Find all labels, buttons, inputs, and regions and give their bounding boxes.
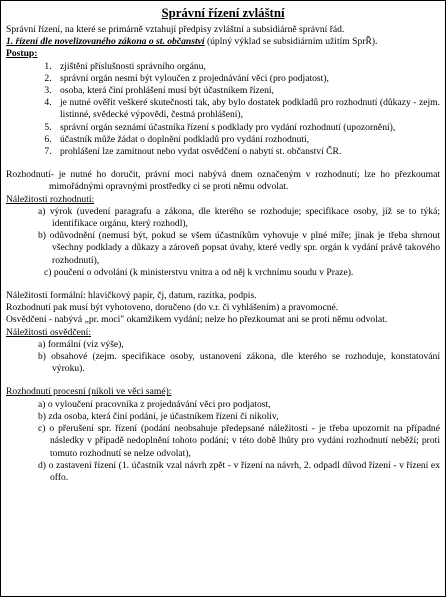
procesni-item-c: c) o přerušení spr. řízení (podání neobsahuje předepsané náležitosti - je třeba upozornit na případné následky v případě nedoplnění tohoto podání; v této době lhůty pro vydání rozhodnutí neběží; proti tomuto rozhodnutí se nelze odvolat), [38,423,440,459]
law-reference-note: (úplný výklad se subsidiárním užitím SprŘ). [204,36,378,48]
postup-item: 4. je nutné ověřit veškeré skutečnosti tak, aby bylo dostatek podkladů pro rozhodnutí (důkazy - zejm. listinné, svědecké výpovědi, čestná prohlášení), [54,97,440,121]
postup-list [6,61,440,159]
rozhodnuti-item-b: b) odůvodnění (nemusí být, pokud se všem účastníkům vyhovuje v plné míře; jinak je třeba shrnout všechny podklady a důkazy a zároveň popsat úvahy, které vedly spr. orgán k vydání právě takového rozhodnutí), [38,230,440,266]
law-reference-paragraph [6,36,440,48]
osvedceni-item-b: b) obsahové (zejm. specifikace osoby, ustanovení zákona, dle kterého se rozhoduje, konstatování výroku). [38,351,440,375]
postup-item: 7. prohlášení lze zamítnout nebo vydat osvědčení o nabytí st. občanství ČR. [54,146,440,158]
postup-item: 1. zjištění příslušnosti správního orgánu, [54,61,440,73]
rozhodnuti-paragraph: Rozhodnutí- je nutné ho doručit, právní moci nabývá dnem označeným v rozhodnutí; lze ho přezkoumat mimořádnými opravnými prostředky ci se proti němu odvolat. [6,169,440,193]
procesni-item-b: b) zda osoba, která činí podání, je účastníkem řízení či nikoliv, [38,410,279,422]
postup-item: 3. osoba, která činí prohlášení musí být účastníkem řízení, [54,85,440,97]
rozhodnuti-item-a: a) výrok (uvedení paragrafu a zákona, dle kterého se rozhoduje; specifikace osoby, jíž se to týká; identifikace orgánu, který rozhodl), [38,205,440,230]
intro-paragraph: Správní řízení, na které se primárně vztahují předpisy zvláštní a subsidiárně správní řád. [6,24,345,35]
spacer [6,375,440,386]
nalezitosti-rozhodnuti-heading: Náležitosti rozhodnutí: [6,193,95,205]
procesni-item-a: a) o vyloučení pracovníka z projednávání věci pro podjatost, [38,398,271,410]
osvedceni-item-a: a) formální (viz výše), [38,338,124,350]
postup-item: 2. správní orgán nesmí být vyloučen z projednávání věci (pro podjatost), [54,73,440,85]
postup-heading: Postup: [6,48,38,60]
postup-item: 5. správní orgán seznámí účastníka řízení s podklady pro vydání rozhodnutí (upozornění), [54,122,440,134]
spacer [6,279,440,290]
rozhodnuti-item-c: c) poučení o odvolání (k ministerstvu vnitra a od něj k vrchnímu soudu v Praze). [44,266,354,278]
spacer [6,158,440,169]
procesni-item-d: d) o zastavení řízení (1. účastník vzal návrh zpět - v řízení na návrh, 2. odpadl důvod řízení - v řízení ex offo. [38,459,440,483]
pravni-moc-paragraph: Rozhodnutí pak musí být vyhotoveno, doručeno (do v.r. či vyhlášením) a pravomocné. [6,302,339,314]
law-reference-heading: 1. řízení dle novelizovaného zákona o st. občanství [6,36,205,48]
osvedceni-paragraph: Osvědčení - nabývá „pr. moci" okamžikem vydání; nelze ho přezkoumat ani se proti němu odvolat. [6,314,388,326]
procesni-heading: Rozhodnutí procesní (nikoli ve věci samé): [6,386,172,398]
nalezitosti-osvedceni-heading: Náležitosti osvědčení: [6,326,91,338]
formalni-paragraph: Náležitosti formální: hlavičkový papír, čj, datum, razítka, podpis. [6,290,257,302]
postup-item: 6. účastník může žádat o doplnění podkladů pro vydání rozhodnutí, [54,134,440,146]
document-title: Správní řízení zvláštní [161,6,285,20]
